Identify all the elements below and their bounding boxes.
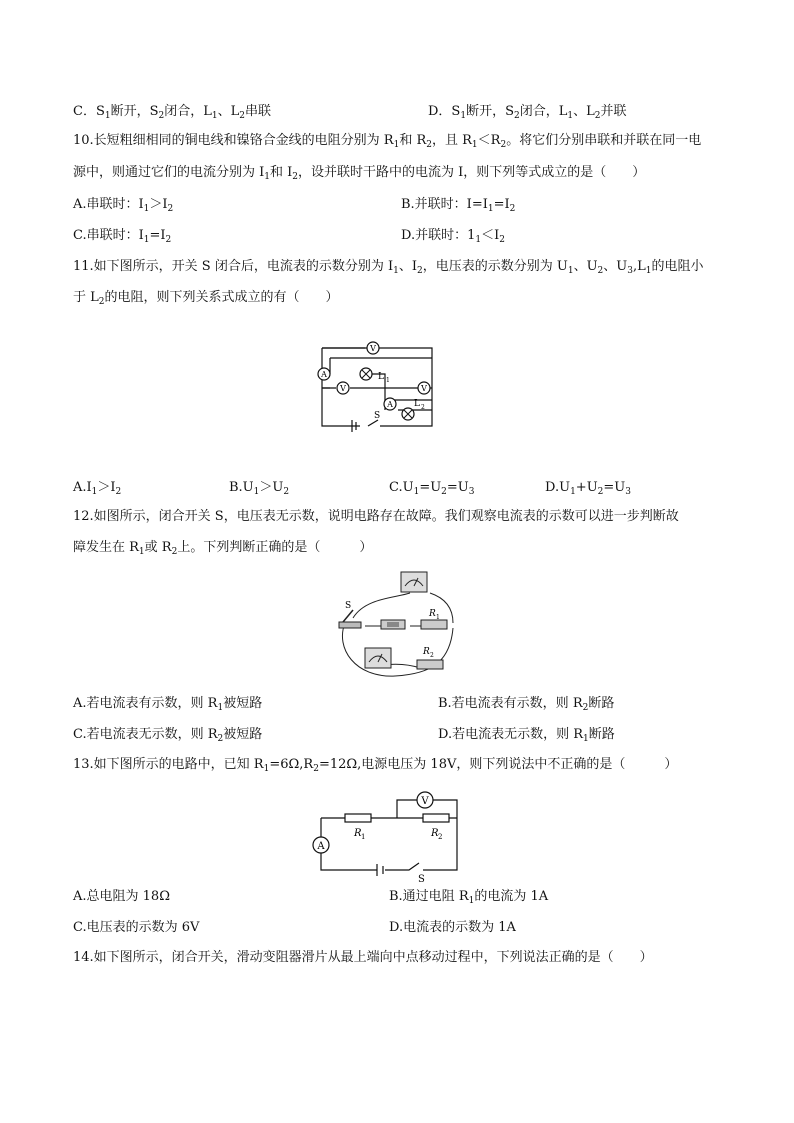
q13-stem-line1: 13.如下图所示的电路中，已知 $R_1=6\Omega,R_2=12\Omega$,电源电压为 18V，则下列说法中不正确的是（ ） bbox=[73, 757, 678, 774]
q13-option-c: C.电压表的示数为 6V bbox=[73, 920, 200, 935]
q10-option-d: D.并联时：$1_1<I_2$ bbox=[401, 228, 505, 245]
svg-text:R: R bbox=[423, 647, 430, 657]
q12-option-a: A.若电流表有示数，则 $R_1$被短路 bbox=[73, 696, 263, 713]
switch-label: S bbox=[418, 874, 425, 882]
q9-option-d: D．$S_1$断开，$S_2$闭合，$L_1$、$L_2$并联 bbox=[428, 104, 627, 121]
q12-stem-line2: 障发生在 $R_1$或 $R_2$上。下列判断正确的是（ ） bbox=[73, 540, 373, 557]
svg-text:A: A bbox=[321, 370, 327, 379]
q11-option-b: $B.U_1>U_2$ bbox=[229, 480, 290, 497]
svg-text:L: L bbox=[378, 372, 384, 382]
resistor-r1-icon bbox=[345, 814, 371, 841]
ammeter-a1-icon bbox=[384, 398, 396, 410]
q10-option-b: B.并联时：$I=I_1=I_2$ bbox=[401, 197, 516, 214]
svg-text:A: A bbox=[387, 400, 393, 409]
q11-stem-line2: 于 $L_2$的电阻，则下列关系式成立的有（ ） bbox=[73, 290, 339, 307]
svg-text:R: R bbox=[354, 828, 362, 839]
q13-option-d: D.电流表的示数为 1A bbox=[389, 920, 516, 935]
svg-text:V: V bbox=[421, 796, 429, 807]
q11-option-d: $D.U_1+U_2=U_3$ bbox=[545, 480, 631, 497]
svg-text:2: 2 bbox=[438, 833, 443, 841]
q12-option-d: D.若电流表无示数，则 $R_1$断路 bbox=[438, 727, 615, 744]
switch-label: S bbox=[374, 411, 381, 421]
svg-text:2: 2 bbox=[421, 404, 425, 411]
ammeter-icon bbox=[318, 368, 330, 380]
svg-text:1: 1 bbox=[386, 377, 390, 384]
voltmeter-3-icon bbox=[418, 382, 430, 394]
q13-option-b: B.通过电阻 $R_1$的电流为 1A bbox=[389, 889, 549, 906]
svg-text:A: A bbox=[317, 841, 325, 852]
q10-stem-line2: 源中，则通过它们的电流分别为 $I_1$和 $I_2$，设并联时干路中的电流为 I，则下列等式成立的是（ ） bbox=[73, 165, 646, 182]
battery-icon bbox=[381, 620, 405, 629]
svg-text:R: R bbox=[429, 609, 436, 619]
svg-text:V: V bbox=[370, 344, 376, 353]
q13-option-a: A.总电阻为 18Ω bbox=[73, 889, 170, 904]
svg-text:R: R bbox=[431, 828, 439, 839]
ammeter-icon bbox=[313, 837, 329, 853]
svg-text:2: 2 bbox=[430, 652, 434, 659]
svg-text:S: S bbox=[345, 601, 352, 611]
q10-stem-line1: 10.长短粗细相同的铜电线和镍铬合金线的电阻分别为 $R_1$和 $R_2$，且 $R_1<R_2$。将它们分别串联和并联在同一电 bbox=[73, 133, 702, 150]
q13-circuit-figure bbox=[305, 786, 465, 882]
q14-stem-line1: 14.如下图所示，闭合开关，滑动变阻器滑片从最上端向中点移动过程中，下列说法正确的是（ ） bbox=[73, 950, 653, 965]
resistor-r1-icon bbox=[421, 609, 447, 629]
q12-option-c: C.若电流表无示数，则 $R_2$被短路 bbox=[73, 727, 263, 744]
svg-text:L: L bbox=[414, 399, 420, 409]
ammeter-icon bbox=[365, 648, 391, 668]
q10-option-a: A.串联时：$I_1>I_2$ bbox=[73, 197, 174, 214]
q11-circuit-figure bbox=[310, 338, 440, 438]
resistor-r2-icon bbox=[417, 647, 443, 669]
q11-option-a: $A.I_1>I_2$ bbox=[73, 480, 122, 497]
svg-text:V: V bbox=[340, 384, 346, 393]
q12-option-b: B.若电流表有示数，则 $R_2$断路 bbox=[438, 696, 615, 713]
q10-option-c: C.串联时：$I_1=I_2$ bbox=[73, 228, 172, 245]
voltmeter-icon bbox=[417, 792, 433, 808]
svg-text:1: 1 bbox=[361, 833, 366, 841]
svg-text:1: 1 bbox=[436, 614, 440, 621]
q12-stem-line1: 12.如图所示，闭合开关 S，电压表无示数，说明电路存在故障。我们观察电流表的示数可以进一步判断故 bbox=[73, 509, 679, 524]
resistor-r2-icon bbox=[423, 814, 449, 841]
voltmeter-icon bbox=[367, 342, 379, 354]
svg-text:V: V bbox=[421, 384, 427, 393]
switch-icon bbox=[339, 601, 361, 628]
voltmeter-2-icon bbox=[337, 382, 349, 394]
q12-circuit-figure bbox=[335, 568, 460, 683]
voltmeter-icon bbox=[401, 572, 427, 592]
q11-stem-line1: 11.如下图所示，开关 S 闭合后，电流表的示数分别为 $I_1$、$I_2$，电压表的示数分别为 $U_1$、$U_2$、$U_3,L_1$的电阻小 bbox=[73, 259, 704, 276]
q9-option-c: C．$S_1$断开，$S_2$闭合，$L_1$、$L_2$串联 bbox=[73, 104, 271, 121]
q11-option-c: $C.U_1=U_2=U_3$ bbox=[389, 480, 475, 497]
